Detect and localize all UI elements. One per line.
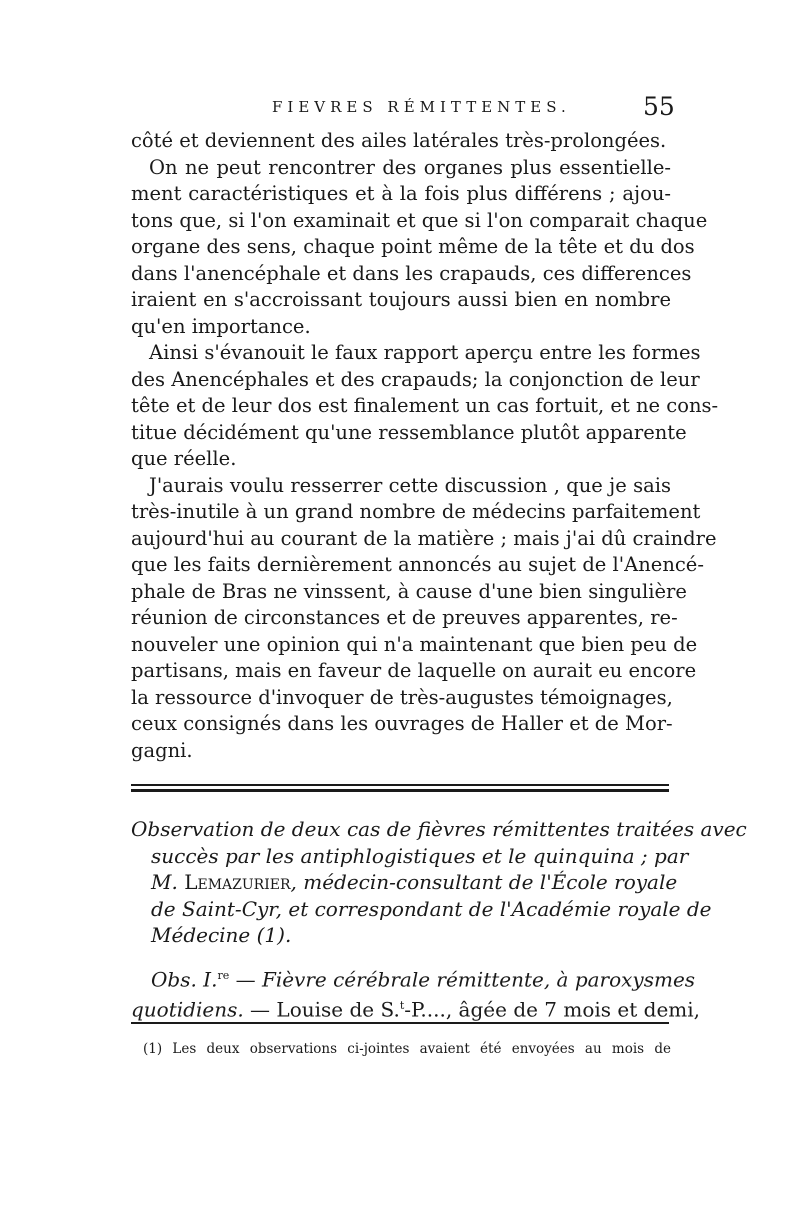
author-title: , médecin-consultant de l'École royale bbox=[290, 870, 678, 894]
paragraph bbox=[131, 155, 708, 341]
observation-line bbox=[131, 963, 696, 993]
obs-text-sup: t bbox=[399, 999, 405, 1013]
text-line: aujourd'hui au courant de la matière ; mais j'ai dû craindre bbox=[131, 526, 717, 550]
heading-line bbox=[131, 869, 678, 896]
text-line: On ne peut rencontrer des organes plus essentielle- bbox=[149, 155, 671, 179]
obs-label: Obs. I. bbox=[151, 967, 218, 992]
obs-text-cont: -P...., âgée de 7 mois et demi, bbox=[404, 997, 701, 1022]
text-line: la ressource d'invoquer de très-augustes témoignages, bbox=[131, 685, 673, 709]
text-line: réunion de circonstances et de preuves apparentes, re- bbox=[131, 606, 678, 629]
heading-line: Observation de deux cas de fièvres rémittentes traitées avec bbox=[131, 817, 747, 841]
text-line: organe des sens, chaque point même de la tête et du dos bbox=[131, 235, 695, 258]
obs-title: Fièvre cérébrale rémittente, à paroxysmes bbox=[261, 967, 696, 992]
text-line: titue décidément qu'une ressemblance plutôt apparente bbox=[131, 420, 687, 444]
text-line: des Anencéphales et des crapauds; la conjonction de leur bbox=[131, 367, 700, 391]
text-line: Ainsi s'évanouit le faux rapport aperçu entre les formes bbox=[149, 341, 701, 364]
text-line: ment caractéristiques et à la fois plus différens ; ajou- bbox=[131, 182, 671, 205]
footnote: (1) Les deux observations ci-jointes avaient été envoyées au mois de bbox=[143, 1041, 671, 1057]
text-line: iraient en s'accroissant toujours aussi bien en nombre bbox=[131, 288, 671, 311]
heading-line: de Saint-Cyr, et correspondant de l'Académie royale de bbox=[151, 896, 712, 921]
text-line: J'aurais voulu resserrer cette discussion , que je sais bbox=[149, 473, 671, 497]
text-line: que les faits dernièrement annoncés au sujet de l'Anencé- bbox=[131, 553, 704, 576]
paragraph bbox=[131, 340, 719, 473]
heading-line: Médecine (1). bbox=[151, 923, 292, 947]
text-line: partisans, mais en faveur de laquelle on aurait eu encore bbox=[131, 659, 697, 682]
paragraph bbox=[131, 128, 671, 155]
paragraph bbox=[131, 473, 717, 765]
obs-text: — Louise de S. bbox=[243, 997, 400, 1022]
text-line: côté et deviennent des ailes latérales très-prolongées. bbox=[131, 129, 667, 152]
observation-heading bbox=[131, 816, 747, 949]
obs-dash: — bbox=[229, 967, 262, 992]
text-line: nouveler une opinion qui n'a maintenant que bien peu de bbox=[131, 632, 698, 656]
running-title: FIEVRES RÉMITTENTES. bbox=[272, 98, 571, 116]
text-line: ceux consignés dans les ouvrages de Haller et de Mor- bbox=[131, 712, 673, 735]
observation-1 bbox=[131, 963, 701, 1023]
body-text bbox=[131, 128, 719, 764]
footnote-divider bbox=[131, 1022, 669, 1024]
text-line: qu'en importance. bbox=[131, 314, 311, 338]
author-prefix: M. bbox=[151, 870, 185, 894]
text-line: phale de Bras ne vinssent, à cause d'une bien singulière bbox=[131, 579, 687, 603]
text-line: que réelle. bbox=[131, 447, 237, 470]
page-number: 55 bbox=[643, 92, 675, 121]
text-line: tête et de leur dos est finalement un cas fortuit, et ne cons- bbox=[131, 394, 719, 417]
text-line: gagni. bbox=[131, 738, 193, 762]
text-line: tons que, si l'on examinait et que si l'on comparait chaque bbox=[131, 208, 708, 232]
observation-line bbox=[131, 993, 701, 1023]
section-divider bbox=[131, 784, 669, 794]
author-name: Lemazurier bbox=[184, 870, 291, 894]
obs-label-sup: re bbox=[217, 969, 230, 982]
heading-line: succès par les antiphlogistiques et le quinquina ; par bbox=[151, 843, 689, 868]
obs-title-cont: quotidiens. bbox=[131, 997, 244, 1022]
text-line: très-inutile à un grand nombre de médecins parfaitement bbox=[131, 500, 701, 523]
text-line: dans l'anencéphale et dans les crapauds, ces differences bbox=[131, 261, 692, 285]
